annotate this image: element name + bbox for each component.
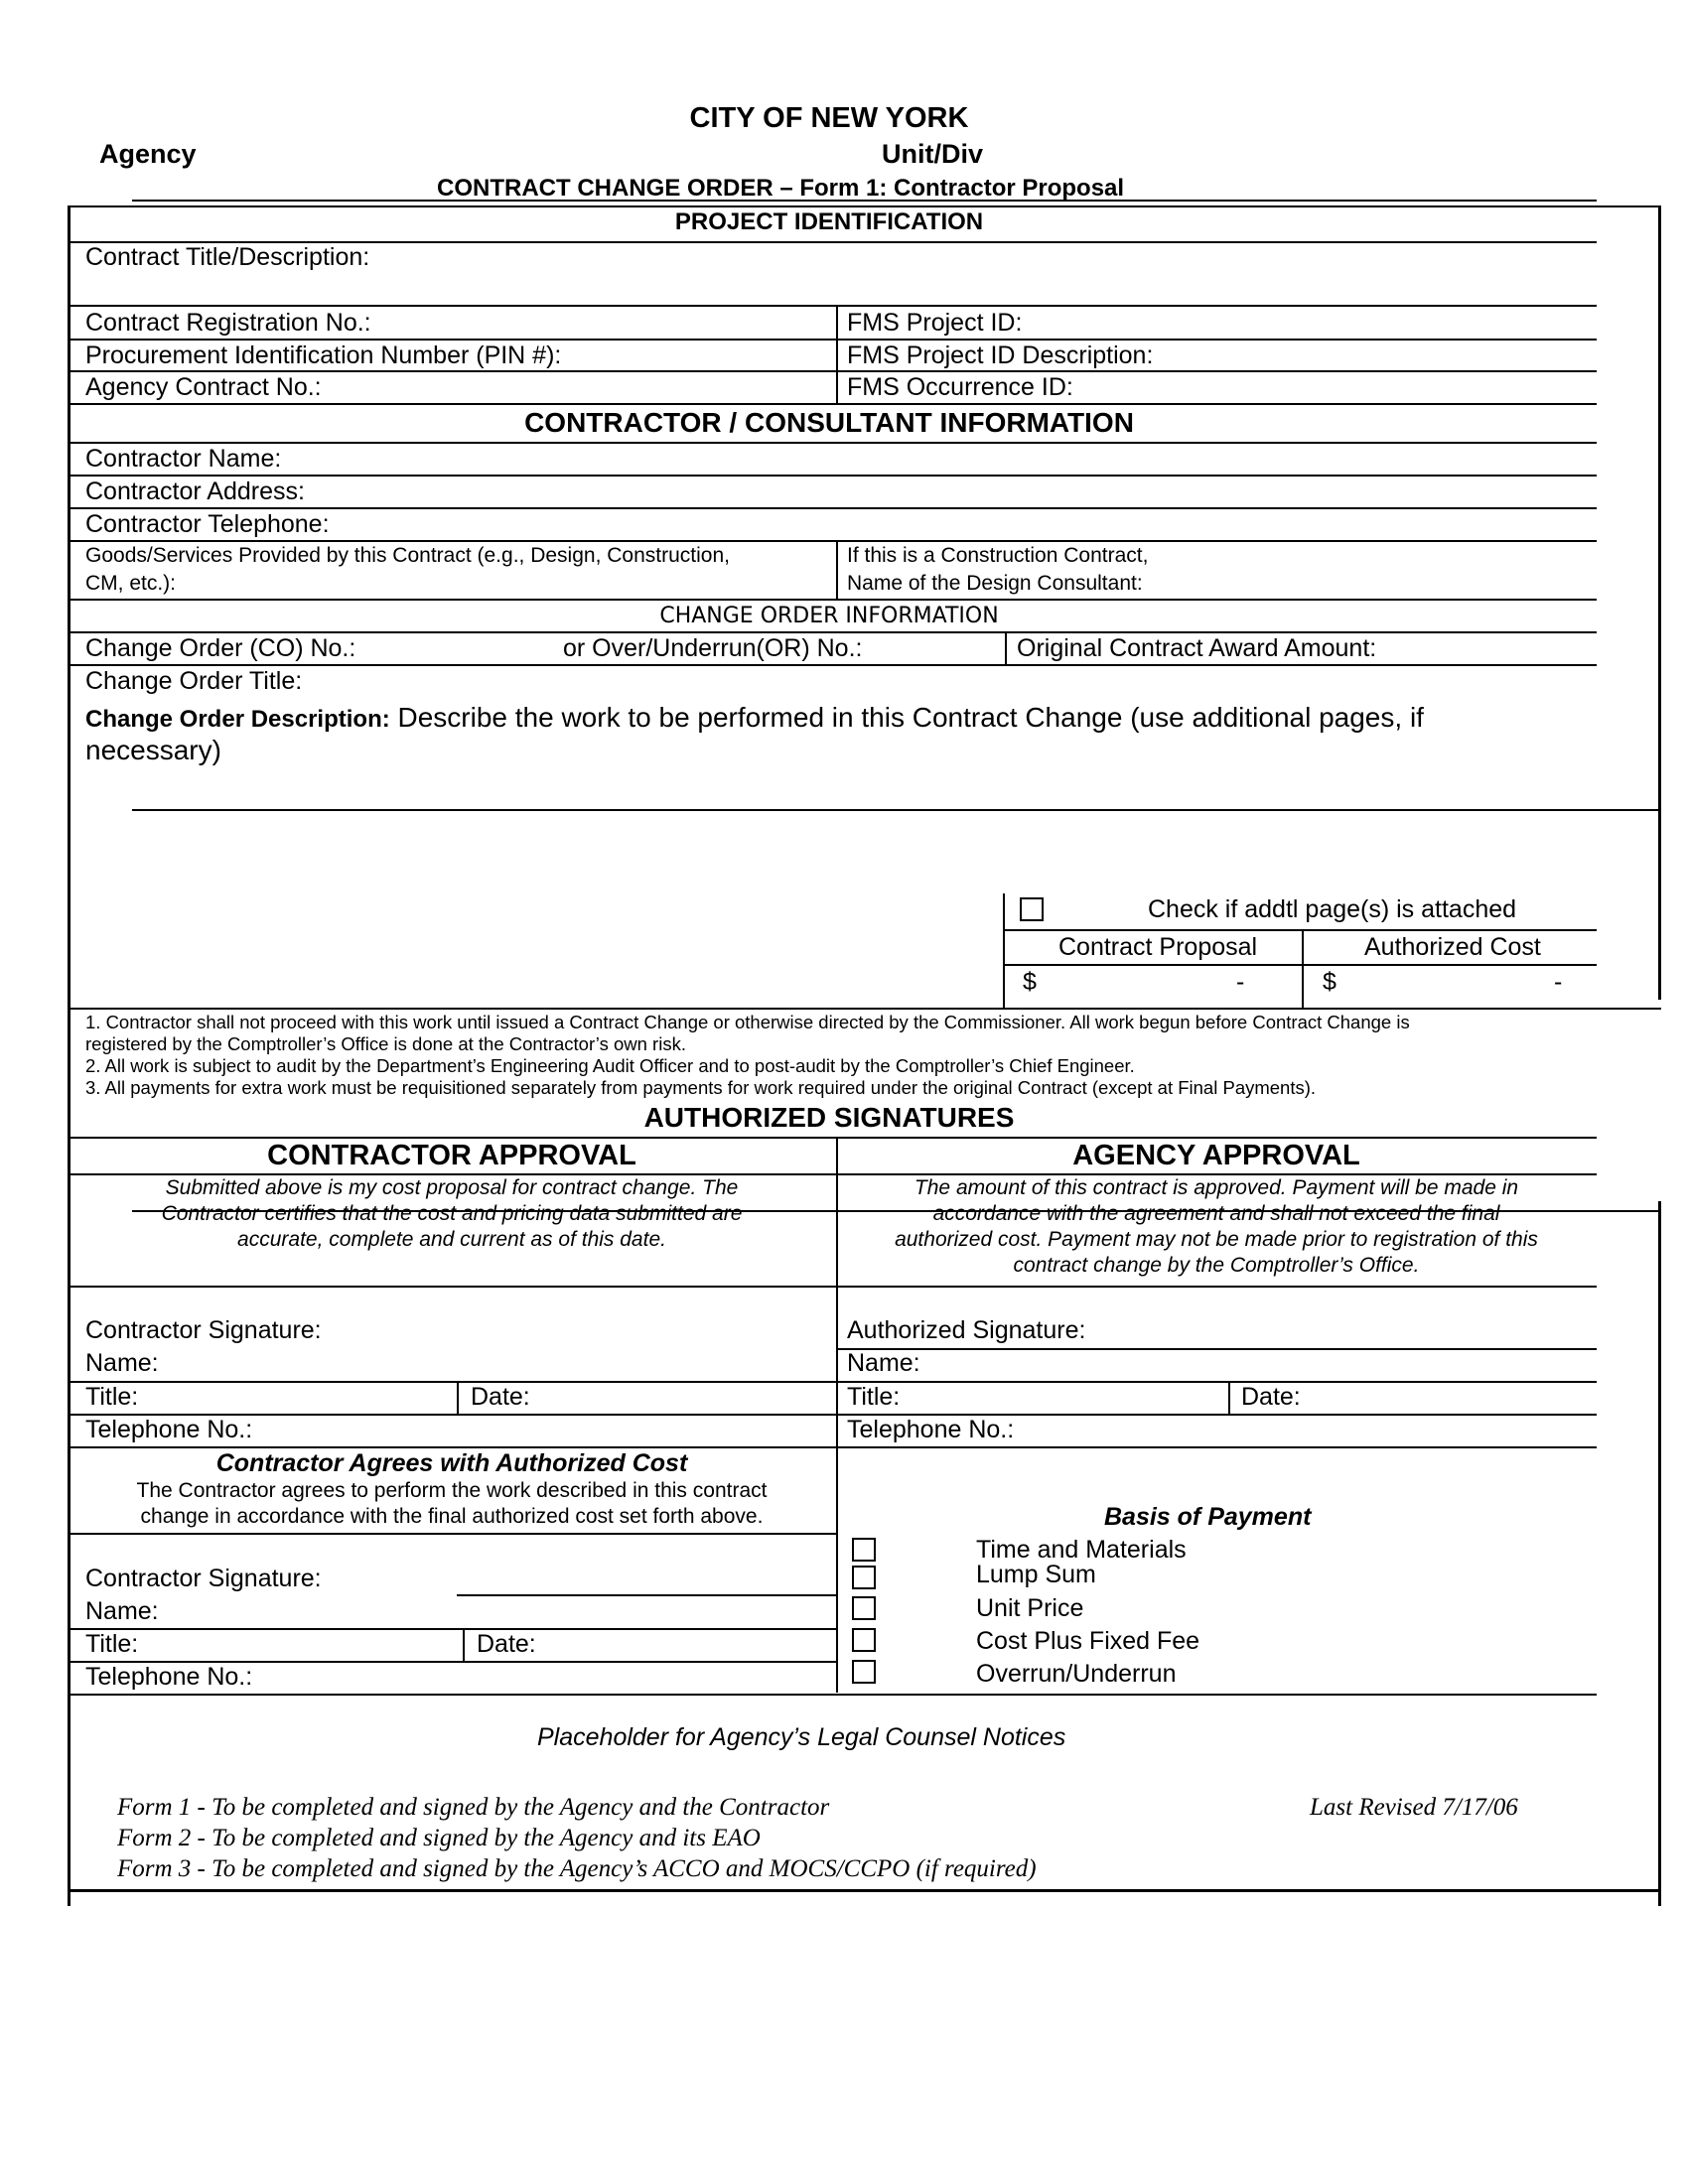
form1-note: Form 1 - To be completed and signed by the Agency and the Contractor <box>117 1794 830 1821</box>
authorized-dollar: $ <box>1323 968 1336 996</box>
construction-label: If this is a Construction Contract, <box>847 544 1149 567</box>
signatures-heading: AUTHORIZED SIGNATURES <box>643 1102 1015 1133</box>
rule <box>68 540 1597 542</box>
rule <box>132 809 1661 811</box>
rule <box>68 664 1597 666</box>
frame-bottom <box>68 1889 1661 1892</box>
divider <box>1302 929 1304 1008</box>
contractor-name-2-label: Name: <box>85 1597 159 1625</box>
overrun-underrun-label: Overrun/Underrun <box>976 1660 1177 1688</box>
authorized-amount[interactable]: - <box>1554 968 1563 996</box>
rule <box>68 1533 836 1535</box>
contractor-signature-label: Contractor Signature: <box>85 1316 322 1344</box>
form2-note: Form 2 - To be completed and signed by the Agency and its EAO <box>117 1825 761 1851</box>
agency-contract-label: Agency Contract No.: <box>85 373 322 401</box>
reg-no-label: Contract Registration No.: <box>85 309 371 337</box>
frame-right-bottom <box>1658 1201 1661 1906</box>
design-consultant-label: Name of the Design Consultant: <box>847 572 1143 595</box>
or-no-label: or Over/Underrun(OR) No.: <box>563 634 863 662</box>
header-rule <box>132 200 1597 202</box>
fms-occurrence-label: FMS Occurrence ID: <box>847 373 1073 401</box>
agrees-heading: Contractor Agrees with Authorized Cost <box>215 1449 688 1477</box>
proposal-dollar: $ <box>1023 968 1037 996</box>
rule <box>68 631 1597 633</box>
agency-approval-text-3: authorized cost. Payment may not be made prior to registration of this <box>895 1228 1538 1251</box>
divider <box>1228 1381 1230 1414</box>
divider <box>457 1381 459 1414</box>
contractor-approval-text-1: Submitted above is my cost proposal for contract change. The <box>165 1176 739 1199</box>
rule <box>68 370 1597 372</box>
project-heading: PROJECT IDENTIFICATION <box>674 208 984 235</box>
cost-plus-checkbox[interactable] <box>852 1628 876 1652</box>
goods-services-label-2: CM, etc.): <box>85 572 177 595</box>
divider <box>836 305 838 403</box>
overrun-underrun-checkbox[interactable] <box>852 1660 876 1684</box>
rule <box>68 1694 1597 1696</box>
proposal-amount[interactable]: - <box>1236 968 1245 996</box>
rule <box>68 1137 1597 1139</box>
legal-counsel-placeholder: Placeholder for Agency’s Legal Counsel Notices <box>537 1723 1066 1751</box>
note-1b: registered by the Comptroller’s Office is done at the Contractor’s own risk. <box>85 1033 686 1054</box>
agency-approval-text-4: contract change by the Comptroller’s Office. <box>1013 1254 1420 1277</box>
frame-left <box>68 205 70 1906</box>
time-materials-label: Time and Materials <box>976 1536 1187 1564</box>
city-title: CITY OF NEW YORK <box>689 102 969 134</box>
divider <box>1003 893 1005 1008</box>
divider <box>836 540 838 600</box>
frame-right-top <box>1658 205 1661 1000</box>
cost-plus-label: Cost Plus Fixed Fee <box>976 1627 1200 1655</box>
note-1: 1. Contractor shall not proceed with this work until issued a Contract Change or otherwise directed by the Commissioner. All work begun before Contract Change is <box>85 1012 1410 1032</box>
rule <box>68 475 1597 477</box>
rule <box>68 442 1597 444</box>
fms-project-desc-label: FMS Project ID Description: <box>847 341 1154 369</box>
agency-telephone-label: Telephone No.: <box>847 1416 1015 1443</box>
form3-note: Form 3 - To be completed and signed by the Agency’s ACCO and MOCS/CCPO (if required) <box>117 1855 1037 1882</box>
authorized-cost-label: Authorized Cost <box>1364 933 1541 961</box>
rule <box>68 1628 836 1630</box>
goods-services-label: Goods/Services Provided by this Contract (e.g., Design, Construction, <box>85 544 730 567</box>
rule <box>68 1008 1661 1010</box>
lump-sum-label: Lump Sum <box>976 1561 1096 1588</box>
rule <box>68 1286 1597 1288</box>
rule <box>836 1348 1597 1350</box>
contractor-title-label: Title: <box>85 1383 139 1411</box>
contractor-date-2-label: Date: <box>477 1630 536 1658</box>
agrees-text-1: The Contractor agrees to perform the work described in this contract <box>136 1479 768 1502</box>
unit-div-label: Unit/Div <box>882 139 984 169</box>
rule <box>1003 929 1597 931</box>
rule <box>1003 964 1597 966</box>
change-order-title-label: Change Order Title: <box>85 667 303 695</box>
contract-proposal-label: Contract Proposal <box>1058 933 1258 961</box>
change-order-heading: CHANGE ORDER INFORMATION <box>659 604 999 628</box>
rule <box>68 403 1597 405</box>
contractor-name-sig-label: Name: <box>85 1349 159 1377</box>
contract-title-label: Contract Title/Description: <box>85 243 370 271</box>
check-addtl-label: Check if addtl page(s) is attached <box>1148 895 1517 923</box>
rule <box>68 305 1597 307</box>
form-title: CONTRACT CHANGE ORDER – Form 1: Contractor Proposal <box>437 175 1125 202</box>
original-amount-label: Original Contract Award Amount: <box>1017 634 1377 662</box>
description-text-2: necessary) <box>85 735 221 765</box>
contractor-telephone-2-label: Telephone No.: <box>85 1663 253 1691</box>
pin-label: Procurement Identification Number (PIN #): <box>85 341 562 369</box>
agency-label: Agency <box>99 139 197 169</box>
description-text: Describe the work to be performed in this Contract Change (use additional pages, if <box>389 702 1424 733</box>
co-no-label: Change Order (CO) No.: <box>85 634 356 662</box>
rule <box>68 1381 1597 1383</box>
note-2: 2. All work is subject to audit by the Department’s Engineering Audit Officer and to post-audit by the Comptroller’s Chief Engineer. <box>85 1055 1135 1076</box>
agency-name-label: Name: <box>847 1349 920 1377</box>
contractor-approval-text-3: accurate, complete and current as of this date. <box>237 1228 666 1251</box>
last-revised: Last Revised 7/17/06 <box>1310 1794 1518 1821</box>
contractor-name-label: Contractor Name: <box>85 445 282 473</box>
rule <box>68 339 1597 341</box>
contractor-approval-heading: CONTRACTOR APPROVAL <box>267 1140 636 1171</box>
rule <box>68 507 1597 509</box>
contractor-title-2-label: Title: <box>85 1630 139 1658</box>
agrees-text-2: change in accordance with the final authorized cost set forth above. <box>140 1505 764 1528</box>
contractor-approval-text-2: Contractor certifies that the cost and pricing data submitted are <box>161 1202 743 1225</box>
contractor-telephone-label: Contractor Telephone: <box>85 510 330 538</box>
rule <box>68 1414 1597 1416</box>
addtl-pages-checkbox[interactable] <box>1020 897 1044 921</box>
contractor-telephone-sig-label: Telephone No.: <box>85 1416 253 1443</box>
contractor-date-label: Date: <box>471 1383 530 1411</box>
signature-line <box>457 1594 836 1596</box>
change-order-description <box>85 702 1424 734</box>
description-label: Change Order Description: <box>85 706 390 733</box>
time-materials-checkbox[interactable] <box>852 1538 876 1562</box>
rule <box>68 1173 1597 1175</box>
rule <box>68 599 1597 601</box>
contractor-heading: CONTRACTOR / CONSULTANT INFORMATION <box>524 407 1134 438</box>
agency-approval-text-1: The amount of this contract is approved. Payment will be made in <box>914 1176 1519 1199</box>
strike-rule <box>132 1210 1661 1212</box>
rule <box>68 1446 1597 1448</box>
fms-project-id-label: FMS Project ID: <box>847 309 1023 337</box>
lump-sum-checkbox[interactable] <box>852 1566 876 1589</box>
agency-title-label: Title: <box>847 1383 901 1411</box>
authorized-signature-label: Authorized Signature: <box>847 1316 1086 1344</box>
unit-price-label: Unit Price <box>976 1594 1084 1622</box>
basis-of-payment-heading: Basis of Payment <box>1104 1503 1312 1531</box>
agency-approval-text-2: accordance with the agreement and shall not exceed the final <box>932 1202 1500 1225</box>
contractor-address-label: Contractor Address: <box>85 478 305 505</box>
divider <box>463 1628 465 1661</box>
agency-approval-heading: AGENCY APPROVAL <box>1072 1140 1360 1171</box>
divider <box>1005 631 1007 665</box>
note-3: 3. All payments for extra work must be requisitioned separately from payments for work required under the original Contract (except at Final Payments). <box>85 1077 1317 1098</box>
frame-top <box>68 205 1661 207</box>
contractor-signature-2-label: Contractor Signature: <box>85 1565 322 1592</box>
unit-price-checkbox[interactable] <box>852 1596 876 1620</box>
agency-date-label: Date: <box>1241 1383 1301 1411</box>
